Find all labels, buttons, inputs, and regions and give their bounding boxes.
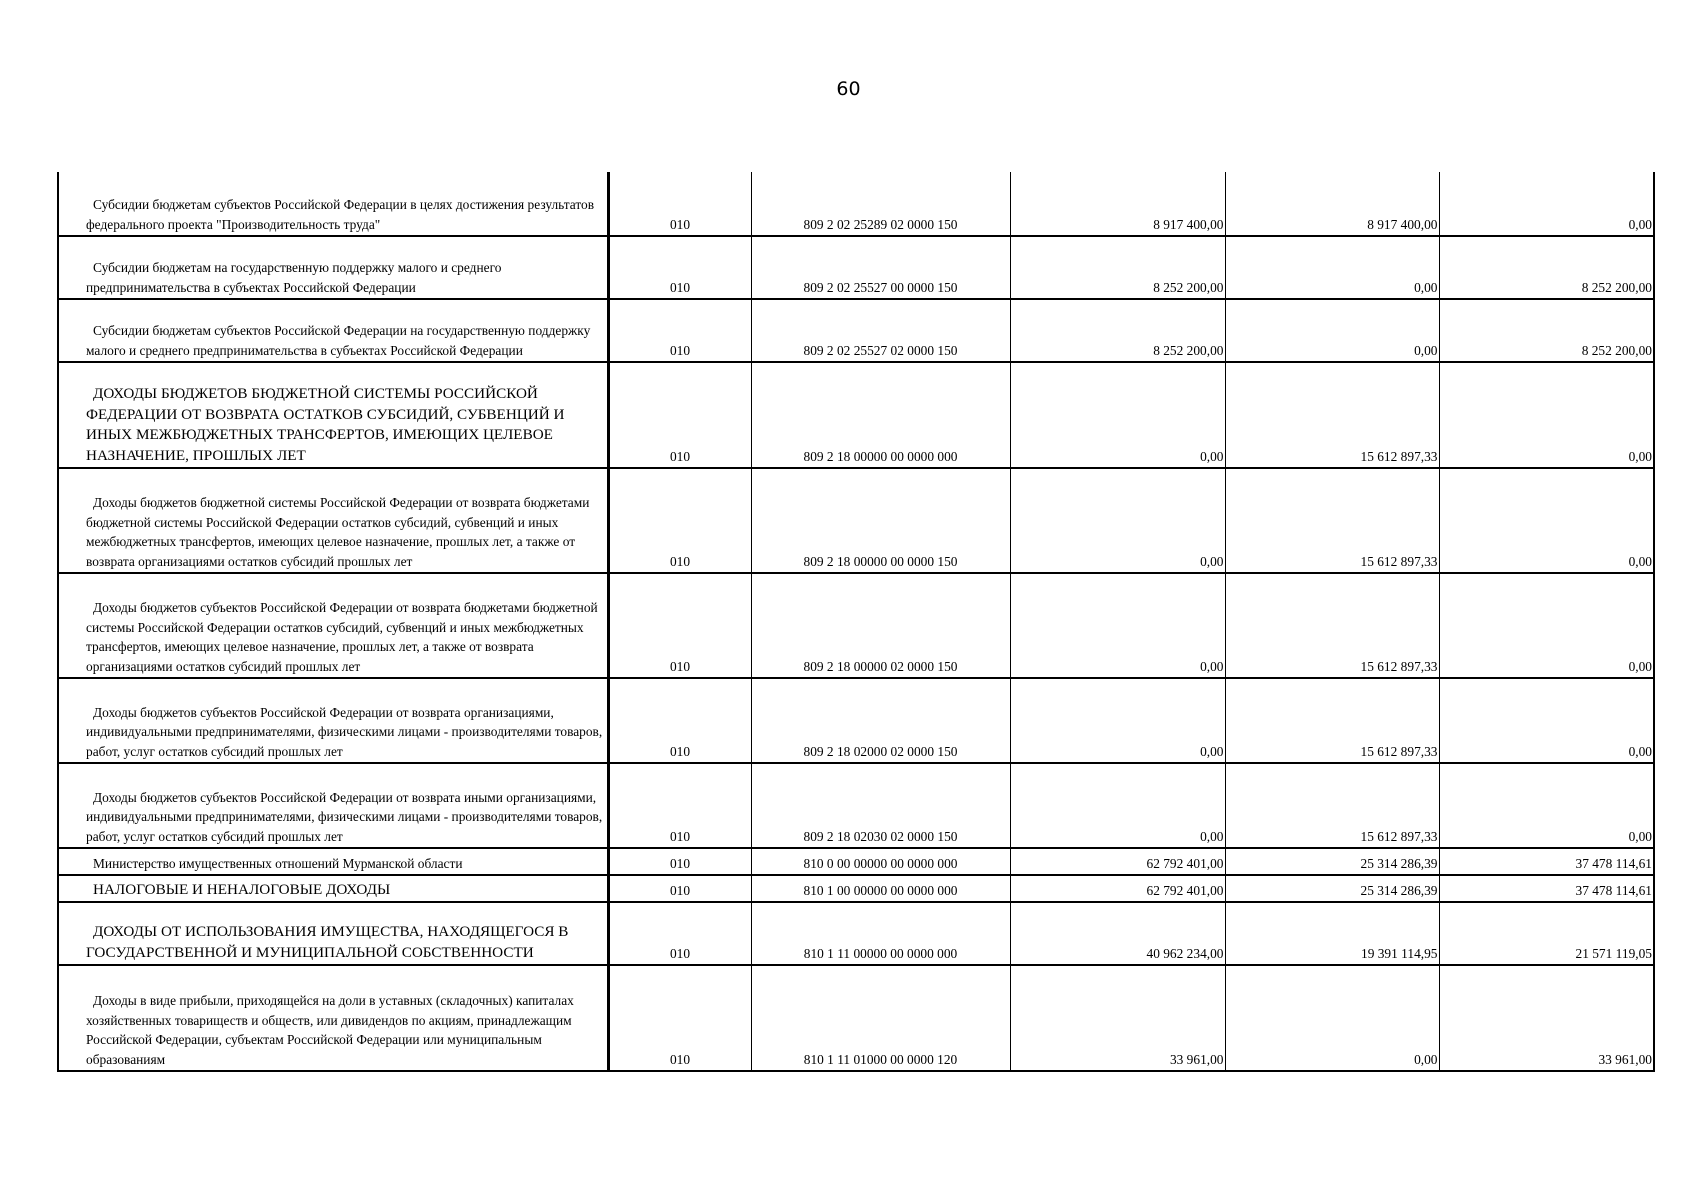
page-number: 60 [836, 78, 861, 100]
row-kbk-cell [751, 573, 1010, 678]
row-code-cell [608, 299, 751, 362]
row-value-2-cell [1225, 902, 1439, 965]
row-value-1-text: 40 962 234,00 [1146, 945, 1224, 961]
row-kbk-text: 809 2 18 00000 00 0000 150 [803, 553, 958, 569]
row-value-2-cell [1225, 236, 1439, 299]
row-name-cell [58, 468, 608, 573]
row-value-3-cell [1439, 875, 1654, 902]
row-value-3-text: 37 478 114,61 [1575, 855, 1652, 871]
row-code-text: 010 [669, 448, 691, 464]
row-value-2-cell [1225, 848, 1439, 875]
table-row [58, 468, 1654, 573]
row-value-2-text: 0,00 [1414, 279, 1438, 295]
row-value-1-text: 62 792 401,00 [1146, 882, 1224, 898]
row-value-2-text: 15 612 897,33 [1360, 553, 1438, 569]
row-name-cell [58, 172, 608, 236]
row-code-text: 010 [669, 1051, 691, 1067]
row-value-1-text: 0,00 [1200, 828, 1224, 844]
table-row [58, 299, 1654, 362]
row-value-3-cell [1439, 573, 1654, 678]
row-code-cell [608, 573, 751, 678]
row-name-cell [58, 362, 608, 468]
row-kbk-cell [751, 965, 1010, 1071]
row-value-1-cell [1010, 362, 1225, 468]
row-value-1-text: 0,00 [1200, 553, 1224, 569]
row-value-3-text: 0,00 [1628, 658, 1652, 674]
row-value-2-text: 15 612 897,33 [1360, 743, 1438, 759]
row-code-text: 010 [669, 945, 691, 961]
row-kbk-text: 809 2 02 25527 02 0000 150 [803, 342, 958, 358]
row-value-3-cell [1439, 965, 1654, 1071]
row-value-2-text: 25 314 286,39 [1360, 855, 1438, 871]
row-value-1-cell [1010, 299, 1225, 362]
row-code-cell [608, 965, 751, 1071]
row-value-3-text: 8 252 200,00 [1581, 279, 1652, 295]
row-value-3-text: 0,00 [1628, 828, 1652, 844]
row-value-3-text: 0,00 [1628, 553, 1652, 569]
row-value-1-cell [1010, 678, 1225, 763]
row-name-text: ДОХОДЫ ОТ ИСПОЛЬЗОВАНИЯ ИМУЩЕСТВА, НАХОДЯЩЕГОСЯ В ГОСУДАРСТВЕННОЙ И МУНИЦИПАЛЬНОЙ СОБСТВЕННОСТИ [86, 923, 569, 961]
row-value-2-cell [1225, 678, 1439, 763]
row-value-1-text: 8 252 200,00 [1153, 342, 1224, 358]
row-kbk-cell [751, 875, 1010, 902]
row-value-3-cell [1439, 468, 1654, 573]
row-value-3-cell [1439, 362, 1654, 468]
row-value-2-cell [1225, 965, 1439, 1071]
row-code-cell [608, 362, 751, 468]
row-value-1-text: 8 917 400,00 [1153, 216, 1224, 232]
row-kbk-cell [751, 236, 1010, 299]
table-row [58, 763, 1654, 848]
row-kbk-text: 810 1 11 00000 00 0000 000 [803, 945, 958, 961]
row-value-1-cell [1010, 875, 1225, 902]
row-kbk-cell [751, 468, 1010, 573]
row-kbk-cell [751, 763, 1010, 848]
row-value-3-text: 0,00 [1628, 216, 1652, 232]
row-value-2-text: 15 612 897,33 [1360, 828, 1438, 844]
row-value-1-cell [1010, 763, 1225, 848]
row-value-3-cell [1439, 902, 1654, 965]
row-code-cell [608, 678, 751, 763]
row-kbk-text: 809 2 18 02030 02 0000 150 [803, 828, 958, 844]
row-value-1-text: 0,00 [1200, 448, 1224, 464]
row-code-text: 010 [669, 342, 691, 358]
row-value-1-cell [1010, 236, 1225, 299]
row-value-1-text: 8 252 200,00 [1153, 279, 1224, 295]
row-kbk-cell [751, 678, 1010, 763]
row-name-cell [58, 678, 608, 763]
row-value-2-cell [1225, 763, 1439, 848]
row-value-1-cell [1010, 965, 1225, 1071]
row-name-text: Министерство имущественных отношений Мурманской области [93, 855, 463, 871]
row-value-3-cell [1439, 763, 1654, 848]
row-name-cell [58, 848, 608, 875]
row-value-3-cell [1439, 299, 1654, 362]
row-name-cell [58, 902, 608, 965]
row-value-1-text: 0,00 [1200, 658, 1224, 674]
table-row [58, 875, 1654, 902]
row-code-cell [608, 236, 751, 299]
row-name-cell [58, 573, 608, 678]
row-value-3-text: 37 478 114,61 [1575, 882, 1652, 898]
row-value-3-text: 21 571 119,05 [1575, 945, 1652, 961]
row-name-cell [58, 236, 608, 299]
row-kbk-text: 809 2 18 00000 02 0000 150 [803, 658, 958, 674]
table-row [58, 573, 1654, 678]
table-row [58, 965, 1654, 1071]
row-value-1-cell [1010, 902, 1225, 965]
row-code-text: 010 [669, 279, 691, 295]
row-value-2-text: 0,00 [1414, 1051, 1438, 1067]
row-kbk-text: 809 2 18 02000 02 0000 150 [803, 743, 958, 759]
row-kbk-text: 810 1 11 01000 00 0000 120 [803, 1051, 958, 1067]
row-name-text: НАЛОГОВЫЕ И НЕНАЛОГОВЫЕ ДОХОДЫ [93, 880, 391, 898]
row-value-1-cell [1010, 848, 1225, 875]
row-kbk-text: 809 2 02 25289 02 0000 150 [803, 216, 958, 232]
row-code-cell [608, 468, 751, 573]
row-name-cell [58, 763, 608, 848]
row-kbk-cell [751, 848, 1010, 875]
row-value-3-cell [1439, 236, 1654, 299]
row-name-text: Доходы в виде прибыли, приходящейся на доли в уставных (складочных) капиталах хозяйственных товариществ и обществ, или дивидендов по акциям, принадлежащим Российской Федерации, субъектам Российской Федерации или муниципальным образованиям [86, 993, 574, 1067]
row-value-2-text: 15 612 897,33 [1360, 658, 1438, 674]
table-row [58, 902, 1654, 965]
row-code-text: 010 [669, 882, 691, 898]
row-code-text: 010 [669, 743, 691, 759]
row-value-3-text: 33 961,00 [1598, 1051, 1652, 1067]
row-value-3-cell [1439, 848, 1654, 875]
budget-income-table [57, 172, 1655, 1072]
row-value-2-cell [1225, 573, 1439, 678]
row-value-2-text: 19 391 114,95 [1361, 945, 1438, 961]
table-row [58, 848, 1654, 875]
row-kbk-text: 809 2 02 25527 00 0000 150 [803, 279, 958, 295]
row-value-2-cell [1225, 468, 1439, 573]
row-kbk-text: 809 2 18 00000 00 0000 000 [803, 448, 958, 464]
row-value-2-cell [1225, 172, 1439, 236]
row-value-2-cell [1225, 875, 1439, 902]
row-value-3-cell [1439, 172, 1654, 236]
row-kbk-cell [751, 299, 1010, 362]
table-row [58, 362, 1654, 468]
row-value-2-text: 25 314 286,39 [1360, 882, 1438, 898]
row-name-text: ДОХОДЫ БЮДЖЕТОВ БЮДЖЕТНОЙ СИСТЕМЫ РОССИЙСКОЙ ФЕДЕРАЦИИ ОТ ВОЗВРАТА ОСТАТКОВ СУБСИДИЙ, СУБВЕНЦИЙ И ИНЫХ МЕЖБЮДЖЕТНЫХ ТРАНСФЕРТОВ, ИМЕЮЩИХ ЦЕЛЕВОЕ НАЗНАЧЕНИЕ, ПРОШЛЫХ ЛЕТ [86, 385, 565, 464]
row-name-text: Доходы бюджетов бюджетной системы Российской Федерации от возврата бюджетами бюджетной системы Российской Федерации остатков субсидий, субвенций и иных межбюджетных трансфертов, имеющих целевое назначение, прошлых лет, а также от возврата организациями остатков субсидий прошлых лет [86, 495, 590, 569]
row-code-text: 010 [669, 216, 691, 232]
row-name-text: Доходы бюджетов субъектов Российской Федерации от возврата иными организациями, индивидуальными предпринимателями, физическими лицами - производителями товаров, работ, услуг остатков субсидий прошлых лет [86, 789, 603, 844]
row-kbk-cell [751, 172, 1010, 236]
row-value-1-cell [1010, 468, 1225, 573]
row-value-2-cell [1225, 362, 1439, 468]
row-name-text: Доходы бюджетов субъектов Российской Федерации от возврата бюджетами бюджетной системы Российской Федерации остатков субсидий, субвенций и иных межбюджетных трансфертов, имеющих целевое назначение, прошлых лет, а также от возврата организациями остатков субсидий прошлых лет [86, 600, 598, 674]
row-kbk-cell [751, 902, 1010, 965]
row-name-text: Субсидии бюджетам субъектов Российской Федерации в целях достижения результатов федерального проекта "Производительность труда" [86, 197, 595, 232]
table-row [58, 236, 1654, 299]
row-code-cell [608, 172, 751, 236]
row-code-cell [608, 848, 751, 875]
row-value-2-text: 0,00 [1414, 342, 1438, 358]
row-kbk-cell [751, 362, 1010, 468]
row-value-1-text: 0,00 [1200, 743, 1224, 759]
row-value-3-text: 0,00 [1628, 743, 1652, 759]
row-value-3-cell [1439, 678, 1654, 763]
row-value-3-text: 8 252 200,00 [1581, 342, 1652, 358]
row-kbk-text: 810 1 00 00000 00 0000 000 [803, 882, 958, 898]
row-name-cell [58, 299, 608, 362]
row-code-cell [608, 902, 751, 965]
table-row [58, 172, 1654, 236]
row-kbk-text: 810 0 00 00000 00 0000 000 [803, 855, 958, 871]
row-value-1-cell [1010, 573, 1225, 678]
row-code-text: 010 [669, 855, 691, 871]
row-name-text: Доходы бюджетов субъектов Российской Федерации от возврата организациями, индивидуальными предпринимателями, физическими лицами - производителями товаров, работ, услуг остатков субсидий прошлых лет [86, 704, 603, 759]
row-value-2-cell [1225, 299, 1439, 362]
row-value-2-text: 15 612 897,33 [1360, 448, 1438, 464]
row-value-1-text: 62 792 401,00 [1146, 855, 1224, 871]
table-row [58, 678, 1654, 763]
row-value-3-text: 0,00 [1628, 448, 1652, 464]
row-code-cell [608, 763, 751, 848]
row-name-text: Субсидии бюджетам на государственную поддержку малого и среднего предпринимательства в субъектах Российской Федерации [86, 260, 502, 295]
row-code-text: 010 [669, 553, 691, 569]
row-name-cell [58, 875, 608, 902]
row-name-text: Субсидии бюджетам субъектов Российской Федерации на государственную поддержку малого и среднего предпринимательства в субъектах Российской Федерации [86, 323, 591, 358]
row-value-1-text: 33 961,00 [1169, 1051, 1224, 1067]
row-code-text: 010 [669, 658, 691, 674]
row-code-cell [608, 875, 751, 902]
row-value-1-cell [1010, 172, 1225, 236]
row-name-cell [58, 965, 608, 1071]
row-code-text: 010 [669, 828, 691, 844]
row-value-2-text: 8 917 400,00 [1367, 216, 1438, 232]
